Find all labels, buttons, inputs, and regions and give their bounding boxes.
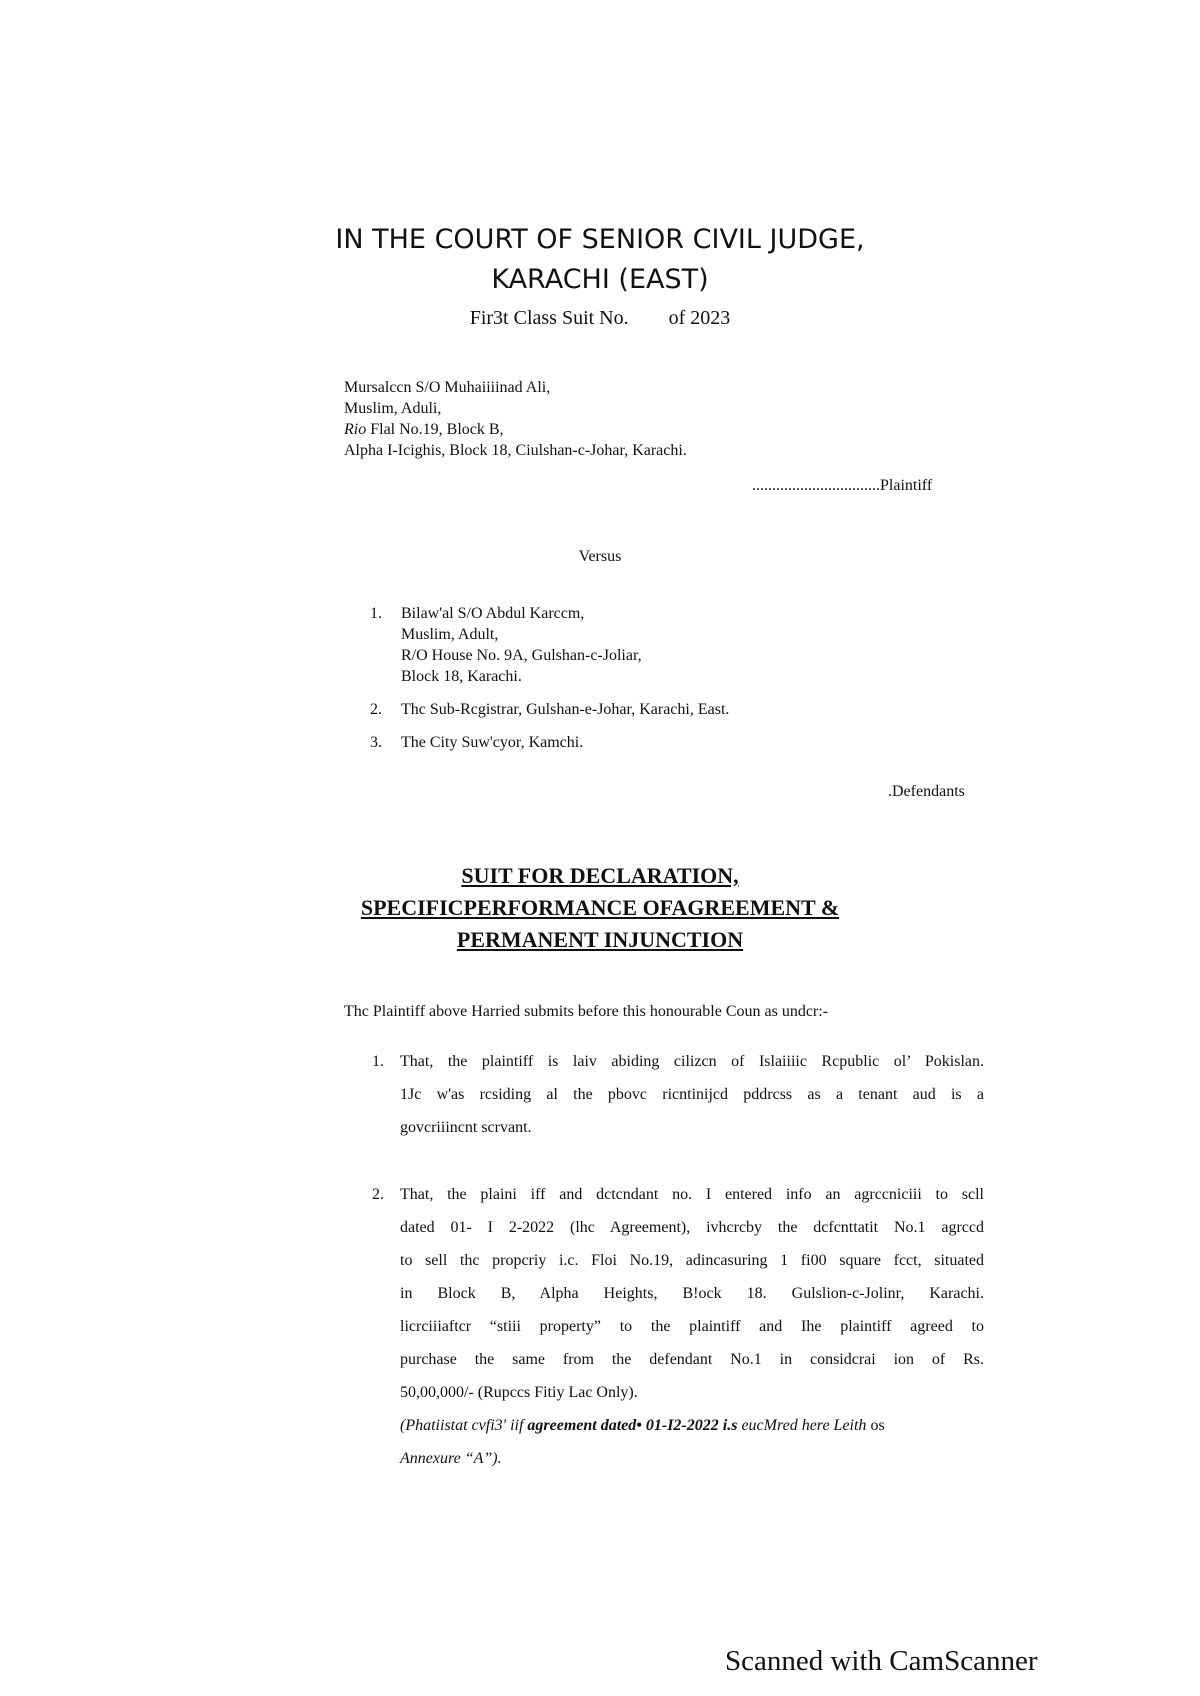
paragraph-line: in Block B, Alpha Heights, B!ock 18. Gulslion-c-Jolinr, Karachi. [400, 1285, 984, 1302]
defendant-item [370, 732, 729, 753]
plaintiff-role-label: ................................Plaintiff [752, 477, 933, 494]
paragraph-line: govcriiincnt scrvant. [400, 1119, 532, 1136]
court-title-line1: IN THE COURT OF SENIOR CIVIL JUDGE, [335, 224, 865, 255]
paragraph-2 [372, 1178, 984, 1475]
suit-title-line1: SUIT FOR DECLARATION, [461, 863, 739, 888]
paragraph-number: 2. [372, 1186, 384, 1203]
suit-title-line3: PERMANENT INJUNCTION [456, 927, 744, 952]
suit-title-line2: SPECIFICPERFORMANCE OFAGREEMENT & [360, 895, 840, 920]
plaintiff-name: Mursalccn S/O Muhaiiiinad Ali, [344, 379, 551, 396]
court-title-line2: KARACHI (EAST) [491, 264, 709, 295]
intro-text: Thc Plaintiff above Harried submits before this honourable Coun as undcr:- [344, 1003, 829, 1020]
annexure-note-bold: agreement dated• 01-I2-2022 i.s [527, 1417, 738, 1434]
paragraph-line: 1Jc w'as rcsiding al the pbovc ricntinijcd pddrcss as a tenant aud is a [400, 1086, 984, 1103]
suit-title [0, 860, 1200, 956]
defendant-number: 3. [370, 734, 382, 751]
suit-number [0, 307, 1200, 330]
annexure-label: Annexure “A”). [400, 1450, 502, 1467]
defendant-line: R/O House No. 9A, Gulshan-c-Joliar, [401, 647, 642, 664]
defendant-number: 1. [370, 605, 382, 622]
paragraph-number: 1. [372, 1053, 384, 1070]
suit-number-prefix: Fir3t Class Suit No. [469, 307, 629, 329]
plaintiff-address-block [344, 377, 687, 461]
paragraph-line: That, the plaini iff and dctcndant no. I entered info an agrccniciii to scll [400, 1186, 984, 1203]
annexure-note-part: os [866, 1417, 885, 1434]
plaintiff-area: Alpha I-Icighis, Block 18, Ciulshan-c-Johar, Karachi. [344, 442, 687, 459]
defendant-line: Muslim, Adult, [401, 626, 499, 643]
defendant-line: Bilaw'al S/O Abdul Karccm, [401, 605, 585, 622]
camscanner-watermark: Scanned with CamScanner [725, 1645, 1038, 1677]
paragraph-line: 50,00,000/- (Rupccs Fitiy Lac Only). [400, 1384, 638, 1401]
defendant-line: The City Suw'cyor, Kamchi. [401, 734, 584, 751]
defendant-item [370, 699, 729, 720]
plaintiff-residence [344, 419, 687, 440]
plaintiff-residence-prefix: Rio [344, 421, 367, 438]
paragraph-line: purchase the same from the defendant No.1 in considcrai ion of Rs. [400, 1351, 984, 1368]
annexure-note [400, 1409, 984, 1442]
paragraph-1 [372, 1045, 984, 1144]
defendants-role-label: .Defendants [888, 783, 965, 800]
defendant-line: Block 18, Karachi. [401, 668, 522, 685]
plaintiff-religion: Muslim, Aduli, [344, 400, 442, 417]
paragraph-line: dated 01- I 2-2022 (lhc Agreement), ivhcrcby the dcfcnttatit No.1 agrccd [400, 1219, 984, 1236]
defendants-list [370, 603, 729, 753]
paragraph-line: licrciiiaftcr “stiii property” to the plaintiff and Ihe plaintiff agreed to [400, 1318, 984, 1335]
defendant-item [370, 603, 729, 687]
defendant-line: Thc Sub-Rcgistrar, Gulshan-e-Johar, Karachi, East. [401, 701, 730, 718]
suit-number-year: of 2023 [668, 307, 731, 329]
plaintiff-residence-flat: Flal No.19, Block B, [370, 421, 504, 438]
defendant-number: 2. [370, 701, 382, 718]
versus-label: Versus [578, 548, 622, 565]
annexure-note-part: eucMred here Leith [737, 1417, 867, 1434]
paragraph-line: to sell thc propcriy i.c. Floi No.19, adincasuring 1 fi00 square fcct, situated [400, 1252, 984, 1269]
annexure-note-part: (Phatiistat cvfi3' iif [400, 1417, 528, 1434]
paragraph-line: That, the plaintiff is laiv abiding cilizcn of Islaiiiic Rcpublic ol’ Pokislan. [400, 1053, 984, 1070]
